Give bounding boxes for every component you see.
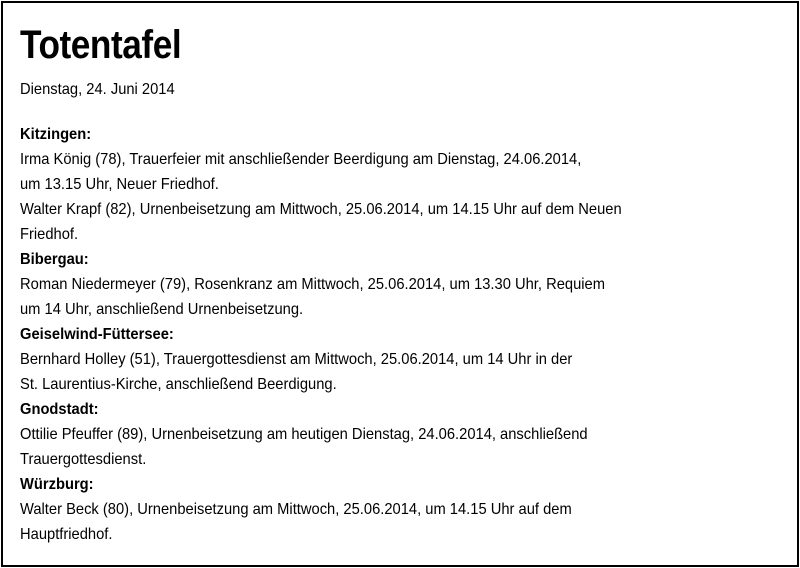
entry-line: St. Laurentius-Kirche, anschließend Beerdigung. [20, 376, 337, 393]
notice-content [20, 23, 780, 547]
section-kitzingen [20, 122, 780, 247]
place-heading: Kitzingen: [20, 126, 92, 143]
place-heading: Würzburg: [20, 476, 94, 493]
entry-line: Ottilie Pfeuffer (89), Urnenbeisetzung am heutigen Dienstag, 24.06.2014, anschließend [20, 426, 588, 443]
publication-date: Dienstag, 24. Juni 2014 [20, 81, 175, 98]
entry-line: Bernhard Holley (51), Trauergottesdienst am Mittwoch, 25.06.2014, um 14 Uhr in der [20, 351, 573, 368]
place-heading: Bibergau: [20, 251, 89, 268]
entry-line: Friedhof. [20, 226, 79, 243]
entry-line: Irma König (78), Trauerfeier mit anschließender Beerdigung am Dienstag, 24.06.2014, [20, 151, 582, 168]
entry-line: Trauergottesdienst. [20, 451, 147, 468]
entry-line: Walter Krapf (82), Urnenbeisetzung am Mittwoch, 25.06.2014, um 14.15 Uhr auf dem Neuen [20, 201, 622, 218]
section-gnodstadt [20, 397, 780, 472]
place-heading: Geiselwind-Füttersee: [20, 326, 174, 343]
page-title: Totentafel [20, 23, 182, 67]
entry-line: Hauptfriedhof. [20, 526, 113, 543]
entry-line: Roman Niedermeyer (79), Rosenkranz am Mittwoch, 25.06.2014, um 13.30 Uhr, Requiem [20, 276, 605, 293]
entry-line: Walter Beck (80), Urnenbeisetzung am Mittwoch, 25.06.2014, um 14.15 Uhr auf dem [20, 501, 572, 518]
entry-line: um 14 Uhr, anschließend Urnenbeisetzung. [20, 301, 304, 318]
section-bibergau [20, 247, 780, 322]
notice-frame [1, 1, 799, 567]
section-wuerzburg [20, 472, 780, 547]
place-heading: Gnodstadt: [20, 401, 99, 418]
entry-line: um 13.15 Uhr, Neuer Friedhof. [20, 176, 219, 193]
obituary-sections [20, 122, 780, 547]
section-geiselwind-fuettersee [20, 322, 780, 397]
